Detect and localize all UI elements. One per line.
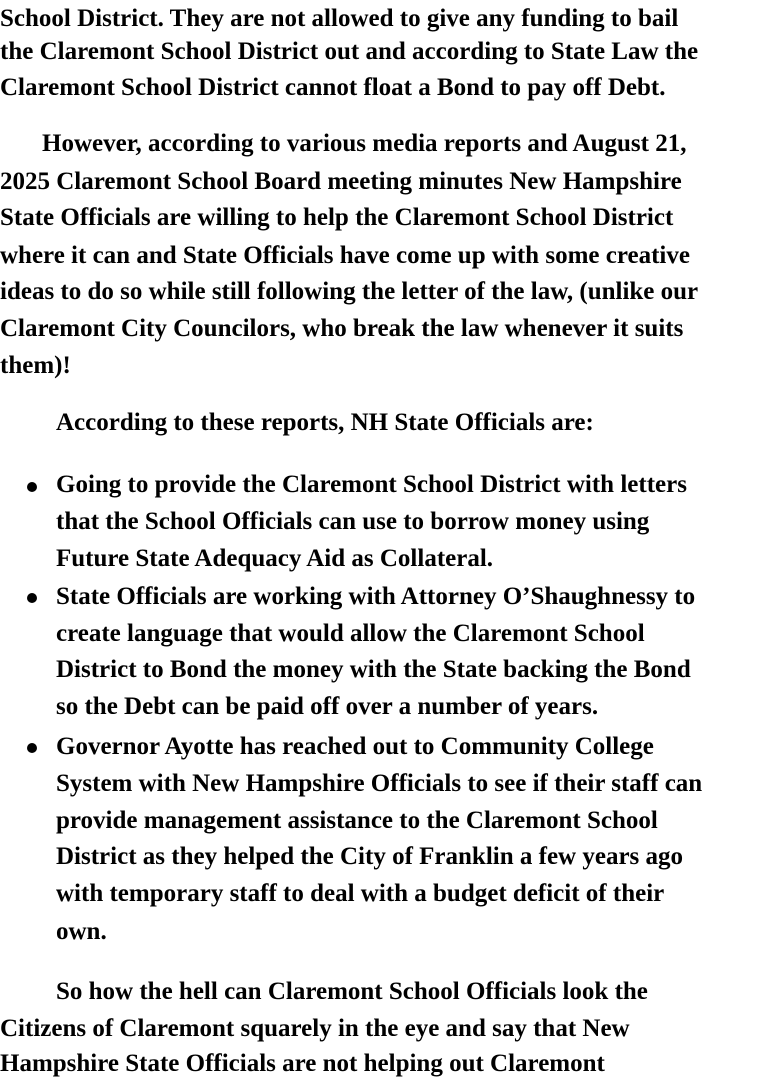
bullet-2-line: so the Debt can be paid off over a number of years.: [56, 693, 599, 720]
paragraph-1-line: School District. They are not allowed to give any funding to bail: [0, 5, 679, 32]
paragraph-2-line: them)!: [0, 352, 71, 379]
bullet-dot: [27, 743, 37, 753]
bullet-3-line: District as they helped the City of Franklin a few years ago: [56, 843, 684, 870]
bullet-1-line: Future State Adequacy Aid as Collateral.: [56, 545, 494, 572]
paragraph-2-line: State Officials are willing to help the Claremont School District: [0, 204, 674, 231]
intro-line: According to these reports, NH State Officials are:: [56, 409, 594, 436]
bullet-3-line: own.: [56, 918, 107, 945]
bullet-3-line: Governor Ayotte has reached out to Community College: [56, 733, 654, 760]
bullet-3-line: provide management assistance to the Claremont School: [56, 807, 658, 834]
paragraph-1-line: the Claremont School District out and according to State Law the: [0, 38, 699, 65]
paragraph-2-line: However, according to various media reports and August 21,: [42, 130, 687, 157]
paragraph-3-line: Hampshire State Officials are not helping out Claremont: [0, 1050, 605, 1077]
paragraph-2-line: Claremont City Councilors, who break the law whenever it suits: [0, 315, 684, 342]
bullet-1-line: that the School Officials can use to borrow money using: [56, 508, 650, 535]
bullet-2-line: State Officials are working with Attorney O’Shaughnessy to: [56, 583, 696, 610]
bullet-dot: [27, 593, 37, 603]
paragraph-3-line: So how the hell can Claremont School Officials look the: [56, 978, 648, 1005]
bullet-3-line: with temporary staff to deal with a budget deficit of their: [56, 880, 665, 907]
paragraph-2-line: 2025 Claremont School Board meeting minutes New Hampshire: [0, 168, 682, 195]
bullet-2-line: create language that would allow the Claremont School: [56, 620, 645, 647]
paragraph-3-line: Citizens of Claremont squarely in the eye and say that New: [0, 1015, 630, 1042]
bullet-dot: [27, 482, 37, 492]
paragraph-1-line: Claremont School District cannot float a Bond to pay off Debt.: [0, 74, 666, 101]
paragraph-2-line: where it can and State Officials have come up with some creative: [0, 242, 690, 269]
bullet-1-line: Going to provide the Claremont School District with letters: [56, 471, 687, 498]
bullet-2-line: District to Bond the money with the State backing the Bond: [56, 656, 691, 683]
bullet-3-line: System with New Hampshire Officials to see if their staff can: [56, 770, 703, 797]
paragraph-2-line: ideas to do so while still following the letter of the law, (unlike our: [0, 278, 699, 305]
